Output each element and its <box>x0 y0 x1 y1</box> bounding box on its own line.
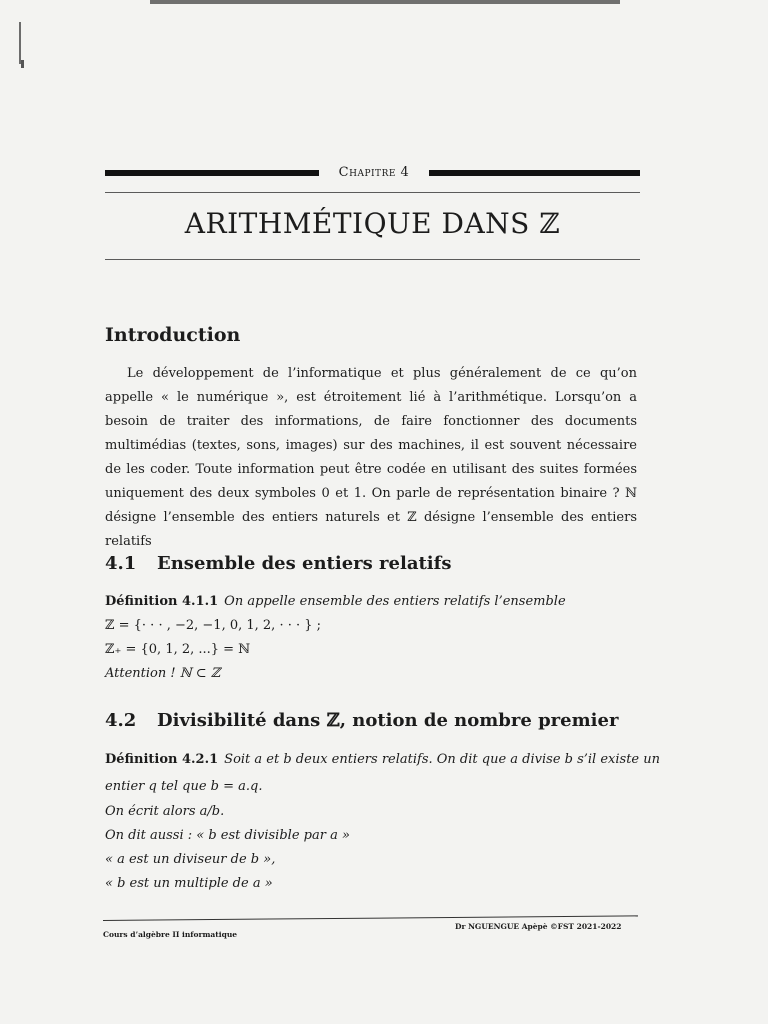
definition-line-4: On dit aussi : « b est divisible par a » <box>105 828 350 843</box>
chapter-bar-right <box>429 170 640 176</box>
chapter-title: ARITHMÉTIQUE DANS ℤ <box>184 207 561 240</box>
section-4-2-heading <box>105 710 618 731</box>
definition-line-3: On écrit alors a/b. <box>105 804 225 819</box>
section-4-1-number: 4.1 <box>105 553 137 574</box>
set-z-definition: ℤ = {· · · , −2, −1, 0, 1, 2, · · · } ; <box>105 618 322 633</box>
definition-4-2-1 <box>105 752 660 767</box>
chapter-label: Chapitre 4 <box>338 165 410 180</box>
edge-dot <box>21 60 24 68</box>
introduction-paragraph <box>105 362 637 554</box>
title-rule-bottom <box>105 259 640 260</box>
introduction-text: Le développement de l’informatique et plus généralement de ce qu’on appelle « le numérique », est étroitement lié à l’arithmétique. Lorsqu’on a besoin de traiter des informations, de faire fonctionner des documents multimédias (textes, sons, images) sur des machines, il est souvent nécessaire de les coder. Toute information peut être codée en utilisant des suites formées uniquement des deux symboles 0 et 1. On parle de représentation binaire ? ℕ désigne l’ensemble des entiers naturels et ℤ désigne l’ensemble des entiers relatifs <box>105 366 637 549</box>
footer-course: Cours d’algèbre II informatique <box>103 930 238 939</box>
footer-author: Dr NGUENGUE Apèpè ©FST 2021-2022 <box>455 922 622 931</box>
definition-line-6: « b est un multiple de a » <box>105 876 273 891</box>
definition-line-5: « a est un diviseur de b », <box>105 852 276 867</box>
section-4-2-title: Divisibilité dans ℤ, notion de nombre premier <box>157 710 619 731</box>
section-4-1-heading <box>105 553 452 574</box>
set-zplus-definition: ℤ₊ = {0, 1, 2, ...} = ℕ <box>105 642 251 657</box>
title-rule-top <box>105 192 640 193</box>
page-top-shadow <box>150 0 620 4</box>
introduction-heading: Introduction <box>105 324 241 346</box>
definition-4-1-1-label: Définition 4.1.1 <box>105 594 219 609</box>
definition-4-1-1-text: On appelle ensemble des entiers relatifs l’ensemble <box>224 594 566 609</box>
attention-note: Attention ! ℕ ⊂ ℤ <box>105 666 221 681</box>
section-4-2-number: 4.2 <box>105 710 137 731</box>
definition-4-2-1-text: Soit a et b deux entiers relatifs. On dit que a divise b s’il existe un <box>224 752 660 767</box>
chapter-bar-left <box>105 170 319 176</box>
definition-line-2: entier q tel que b = a.q. <box>105 779 263 794</box>
chapter-header <box>105 162 640 186</box>
section-4-1-title: Ensemble des entiers relatifs <box>157 553 452 574</box>
definition-4-2-1-label: Définition 4.2.1 <box>105 752 219 767</box>
footer-rule <box>103 915 638 921</box>
definition-4-1-1 <box>105 594 566 609</box>
edge-mark <box>19 22 21 64</box>
